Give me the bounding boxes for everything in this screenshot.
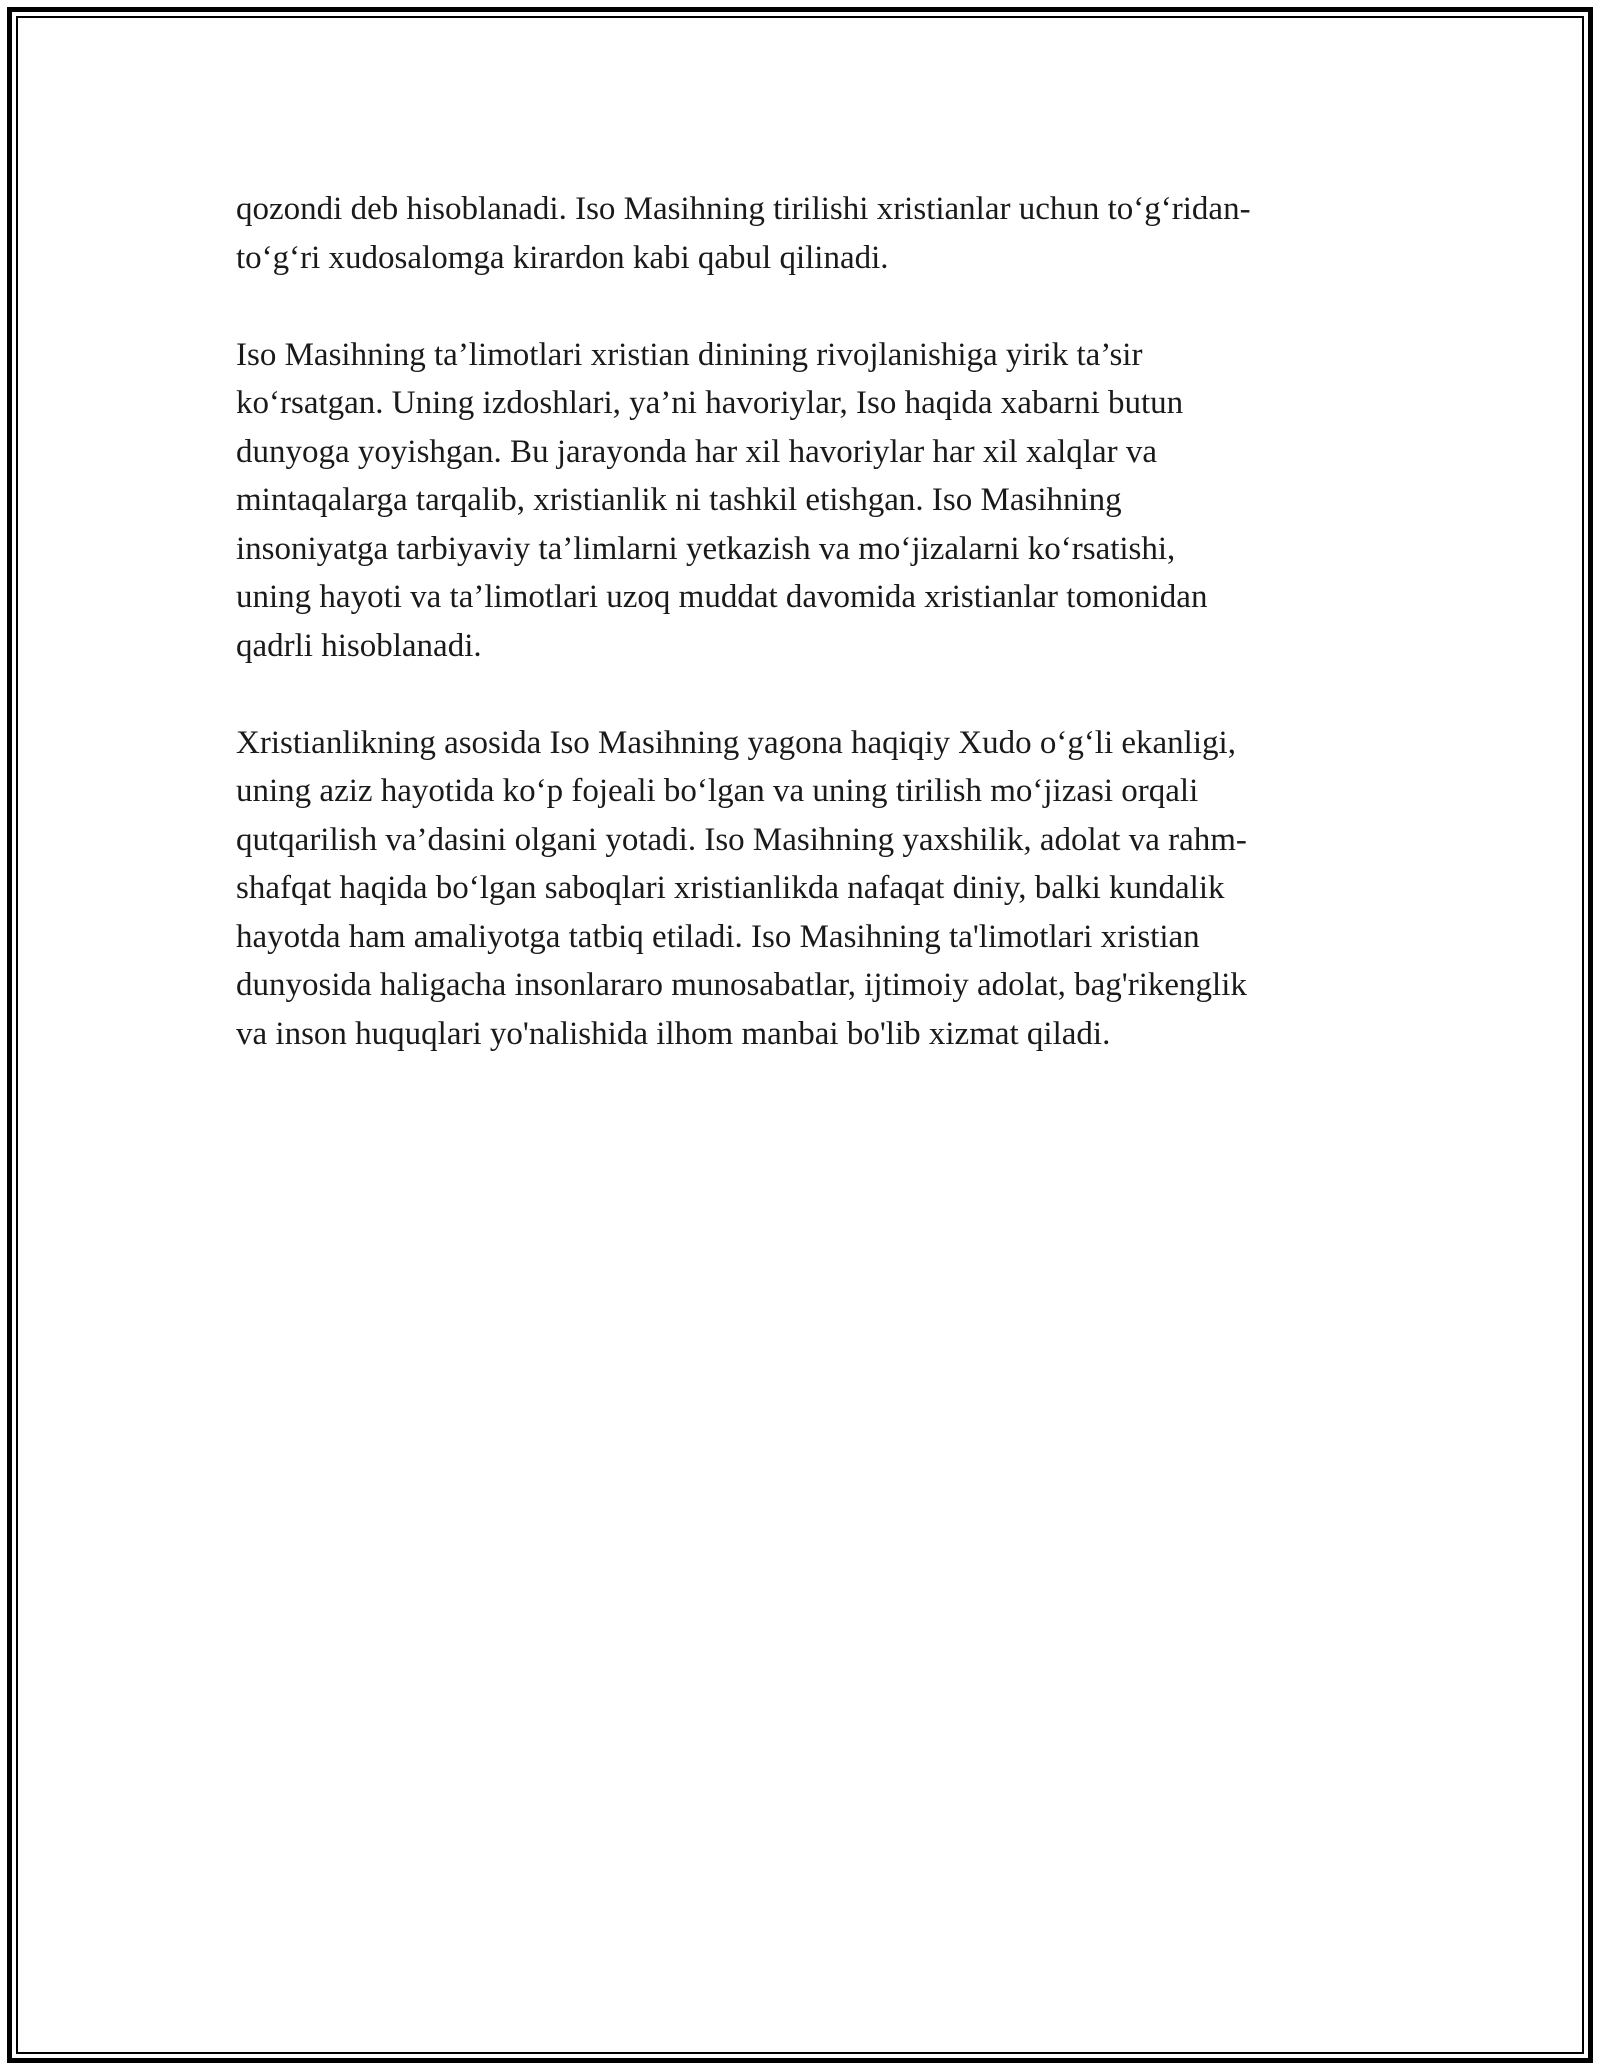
text-line: Iso Masihning ta’limotlari xristian dinining rivojlanishiga yirik ta’sir — [236, 336, 1143, 373]
text-line: uning hayoti va ta’limotlari uzoq muddat davomida xristianlar tomonidan — [236, 579, 1208, 615]
text-line: Xristianlikning asosida Iso Masihning yagona haqiqiy Xudo o‘g‘li ekanligi, — [236, 724, 1236, 761]
text-line: ko‘rsatgan. Uning izdoshlari, ya’ni havoriylar, Iso haqida xabarni butun — [236, 385, 1184, 421]
text-line: shafqat haqida bo‘lgan saboqlari xristianlikda nafaqat diniy, balki kundalik — [236, 870, 1225, 906]
paragraph-3 — [236, 719, 1371, 1059]
text-line: hayotda ham amaliyotga tatbiq etiladi. Iso Masihning ta'limotlari xristian — [236, 918, 1200, 955]
document-body — [236, 185, 1371, 1107]
text-line: qadrli hisoblanadi. — [236, 627, 482, 664]
text-line: qutqarilish va’dasini olgani yotadi. Iso Masihning yaxshilik, adolat va rahm- — [236, 821, 1247, 858]
text-line: insoniyatga tarbiyaviy ta’limlarni yetkazish va mo‘jizalarni ko‘rsatishi, — [236, 530, 1176, 567]
text-line: va inson huquqlari yo'nalishida ilhom manbai bo'lib xizmat qiladi. — [236, 1015, 1111, 1052]
text-line: qozondi deb hisoblanadi. Iso Masihning tirilishi xristianlar uchun to‘g‘ridan- — [236, 191, 1251, 227]
paragraph-1 — [236, 185, 1371, 282]
text-line: dunyoga yoyishgan. Bu jarayonda har xil havoriylar har xil xalqlar va — [236, 433, 1157, 470]
text-line: dunyosida haligacha insonlararo munosabatlar, ijtimoiy adolat, bag'rikenglik — [236, 967, 1247, 1003]
text-line: to‘g‘ri xudosalomga kirardon kabi qabul qilinadi. — [236, 239, 889, 276]
text-line: mintaqalarga tarqalib, xristianlik ni tashkil etishgan. Iso Masihning — [236, 482, 1122, 518]
paragraph-2 — [236, 331, 1371, 671]
text-line: uning aziz hayotida ko‘p fojeali bo‘lgan va uning tirilish mo‘jizasi orqali — [236, 773, 1199, 809]
